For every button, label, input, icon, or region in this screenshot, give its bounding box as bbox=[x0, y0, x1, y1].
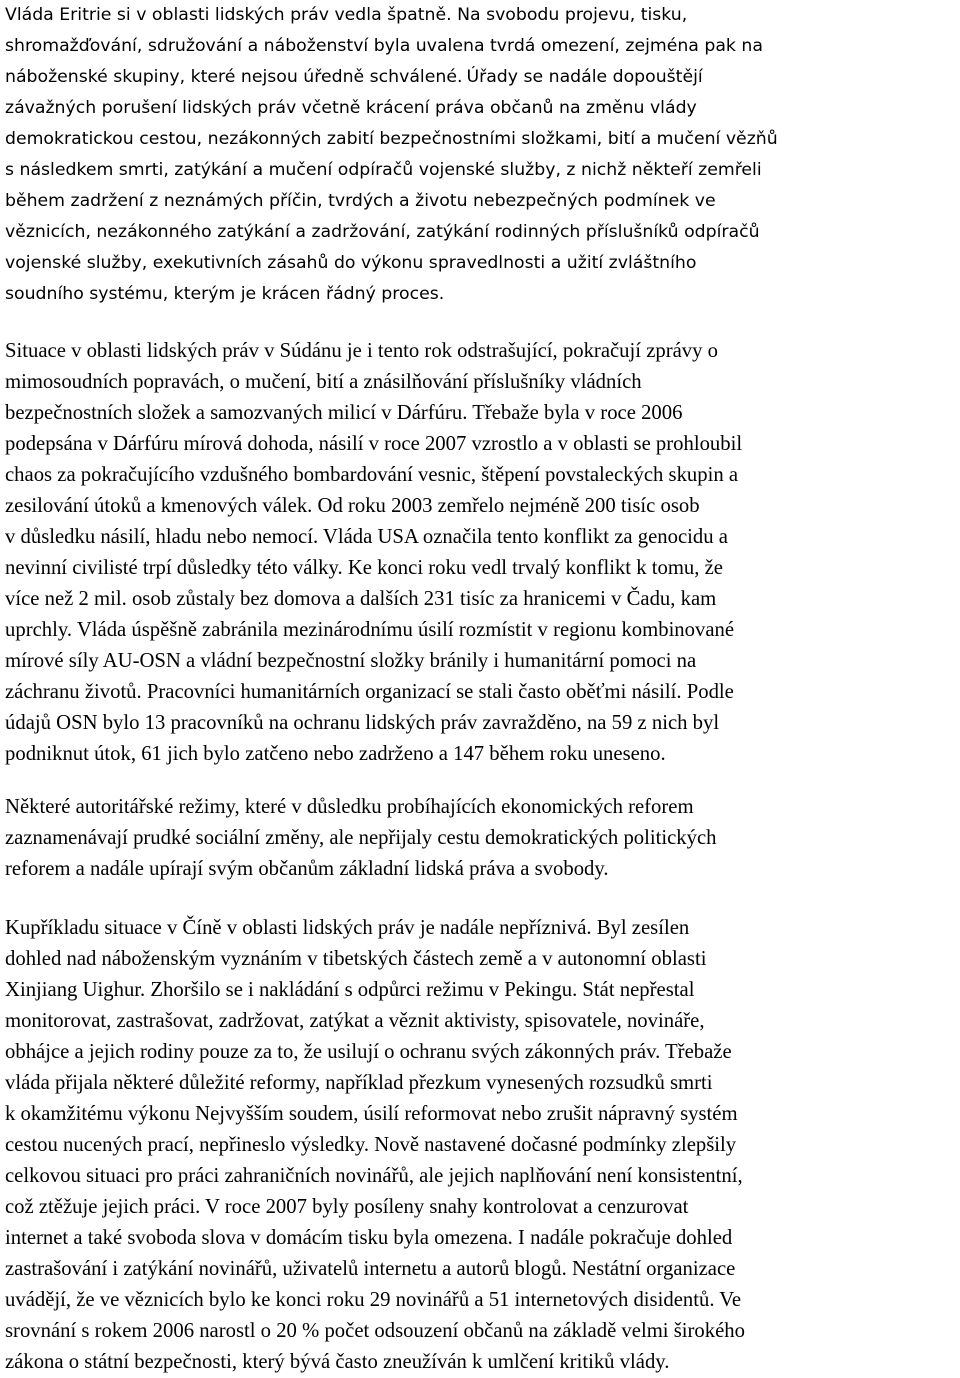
text-line: více než 2 mil. osob zůstaly bez domova a dalších 231 tisíc za hranicemi v Čadu, kam bbox=[5, 588, 717, 610]
text-line bbox=[5, 62, 778, 93]
text-segment: Úřady se nadále dopouštějí bbox=[466, 67, 703, 87]
text-line: srovnání s rokem 2006 narostl o 20 % počet odsouzení občanů na základě velmi širokého bbox=[5, 1320, 745, 1342]
text-line: chaos za pokračujícího vzdušného bombardování vesnic, štěpení povstaleckých skupin a bbox=[5, 464, 739, 486]
text-line: vojenské služby, exekutivních zásahů do výkonu spravedlnosti a užití zvláštního bbox=[5, 253, 697, 273]
text-segment: náboženské skupiny, které nejsou úředně schválené. bbox=[5, 67, 463, 87]
text-line: Situace v oblasti lidských práv v Súdánu je i tento rok odstrašující, pokračují zprávy o bbox=[5, 340, 718, 362]
text-line: obhájce a jejich rodiny pouze za to, že usilují o ochranu svých zákonných práv. Třebaže bbox=[5, 1041, 732, 1063]
text-line: záchranu životů. Pracovníci humanitárních organizací se stali často oběťmi násilí. Podle bbox=[5, 681, 734, 703]
paragraph-china bbox=[5, 913, 745, 1378]
text-line: internet a také svoboda slova v domácím tisku byla omezena. I nadále pokračuje dohled bbox=[5, 1227, 733, 1249]
text-line: soudního systému, kterým je krácen řádný proces. bbox=[5, 284, 445, 304]
text-line: nevinní civilisté trpí důsledky této války. Ke konci roku vedl trvalý konflikt k tomu, že bbox=[5, 557, 723, 579]
paragraph-eritrea bbox=[5, 0, 778, 310]
text-line: shromažďování, sdružování a náboženství byla uvalena tvrdá omezení, zejména pak na bbox=[5, 36, 763, 56]
text-line: k okamžitému výkonu Nejvyšším soudem, úsilí reformovat nebo zrušit nápravný systém bbox=[5, 1103, 738, 1125]
text-line: Některé autoritářské režimy, které v důsledku probíhajících ekonomických reforem bbox=[5, 796, 694, 818]
text-line: závažných porušení lidských práv včetně krácení práva občanů na změnu vlády bbox=[5, 98, 697, 118]
text-line: Vláda Eritrie si v oblasti lidských práv vedla špatně. Na svobodu projevu, tisku, bbox=[5, 5, 688, 25]
text-line: bezpečnostních složek a samozvaných milicí v Dárfúru. Třebaže byla v roce 2006 bbox=[5, 402, 683, 424]
text-line: věznicích, nezákonného zatýkání a zadržování, zatýkání rodinných příslušníků odpíračů bbox=[5, 222, 760, 242]
text-line: Xinjiang Uighur. Zhoršilo se i nakládání s odpůrci režimu v Pekingu. Stát nepřestal bbox=[5, 979, 695, 1001]
paragraph-sudan bbox=[5, 336, 742, 770]
text-line: vláda přijala některé důležité reformy, například přezkum vynesených rozsudků smrti bbox=[5, 1072, 713, 1094]
text-line: údajů OSN bylo 13 pracovníků na ochranu lidských práv zavražděno, na 59 z nich byl bbox=[5, 712, 720, 734]
text-line: Kupříkladu situace v Číně v oblasti lidských práv je nadále nepříznivá. Byl zesílen bbox=[5, 917, 690, 939]
paragraph-authoritarian-regimes bbox=[5, 792, 717, 885]
text-line: uvádějí, že ve věznicích bylo ke konci roku 29 novinářů a 51 internetových disidentů. Ve bbox=[5, 1289, 742, 1311]
text-line: zákona o státní bezpečnosti, který bývá často zneužíván k umlčení kritiků vlády. bbox=[5, 1351, 670, 1373]
text-line: mírové síly AU-OSN a vládní bezpečnostní složky bránily i humanitární pomoci na bbox=[5, 650, 697, 672]
text-line: uprchly. Vláda úspěšně zabránila mezinárodnímu úsilí rozmístit v regionu kombinované bbox=[5, 619, 735, 641]
text-line: zaznamenávají prudké sociální změny, ale nepřijaly cestu demokratických politických bbox=[5, 827, 717, 849]
text-line: celkovou situaci pro práci zahraničních novinářů, ale jejich naplňování není konsistentní, bbox=[5, 1165, 743, 1187]
text-line: demokratickou cestou, nezákonných zabití bezpečnostními složkami, bití a mučení vězňů bbox=[5, 129, 778, 149]
text-line: což ztěžuje jejich práci. V roce 2007 byly posíleny snahy kontrolovat a cenzurovat bbox=[5, 1196, 689, 1218]
text-line: podniknut útok, 61 jich bylo zatčeno nebo zadrženo a 147 během roku uneseno. bbox=[5, 743, 666, 765]
text-line: cestou nucených prací, nepřineslo výsledky. Nově nastavené dočasné podmínky zlepšily bbox=[5, 1134, 737, 1156]
text-line: během zadržení z neznámých příčin, tvrdých a životu nebezpečných podmínek ve bbox=[5, 191, 716, 211]
text-line: v důsledku násilí, hladu nebo nemocí. Vláda USA označila tento konflikt za genocidu a bbox=[5, 526, 728, 548]
text-line: podepsána v Dárfúru mírová dohoda, násilí v roce 2007 vzrostlo a v oblasti se prohloubil bbox=[5, 433, 743, 455]
text-line: mimosoudních popravách, o mučení, bití a znásilňování příslušníky vládních bbox=[5, 371, 642, 393]
text-line: dohled nad náboženským vyznáním v tibetských částech země a v autonomní oblasti bbox=[5, 948, 707, 970]
text-line: reforem a nadále upírají svým občanům základní lidská práva a svobody. bbox=[5, 858, 609, 880]
text-line: monitorovat, zastrašovat, zadržovat, zatýkat a věznit aktivisty, spisovatele, novináře, bbox=[5, 1010, 705, 1032]
text-line: s následkem smrti, zatýkání a mučení odpíračů vojenské služby, z nichž někteří zemřeli bbox=[5, 160, 762, 180]
text-line: zastrašování i zatýkání novinářů, uživatelů internetu a autorů blogů. Nestátní organizace bbox=[5, 1258, 736, 1280]
text-line: zesilování útoků a kmenových válek. Od roku 2003 zemřelo nejméně 200 tisíc osob bbox=[5, 495, 700, 517]
